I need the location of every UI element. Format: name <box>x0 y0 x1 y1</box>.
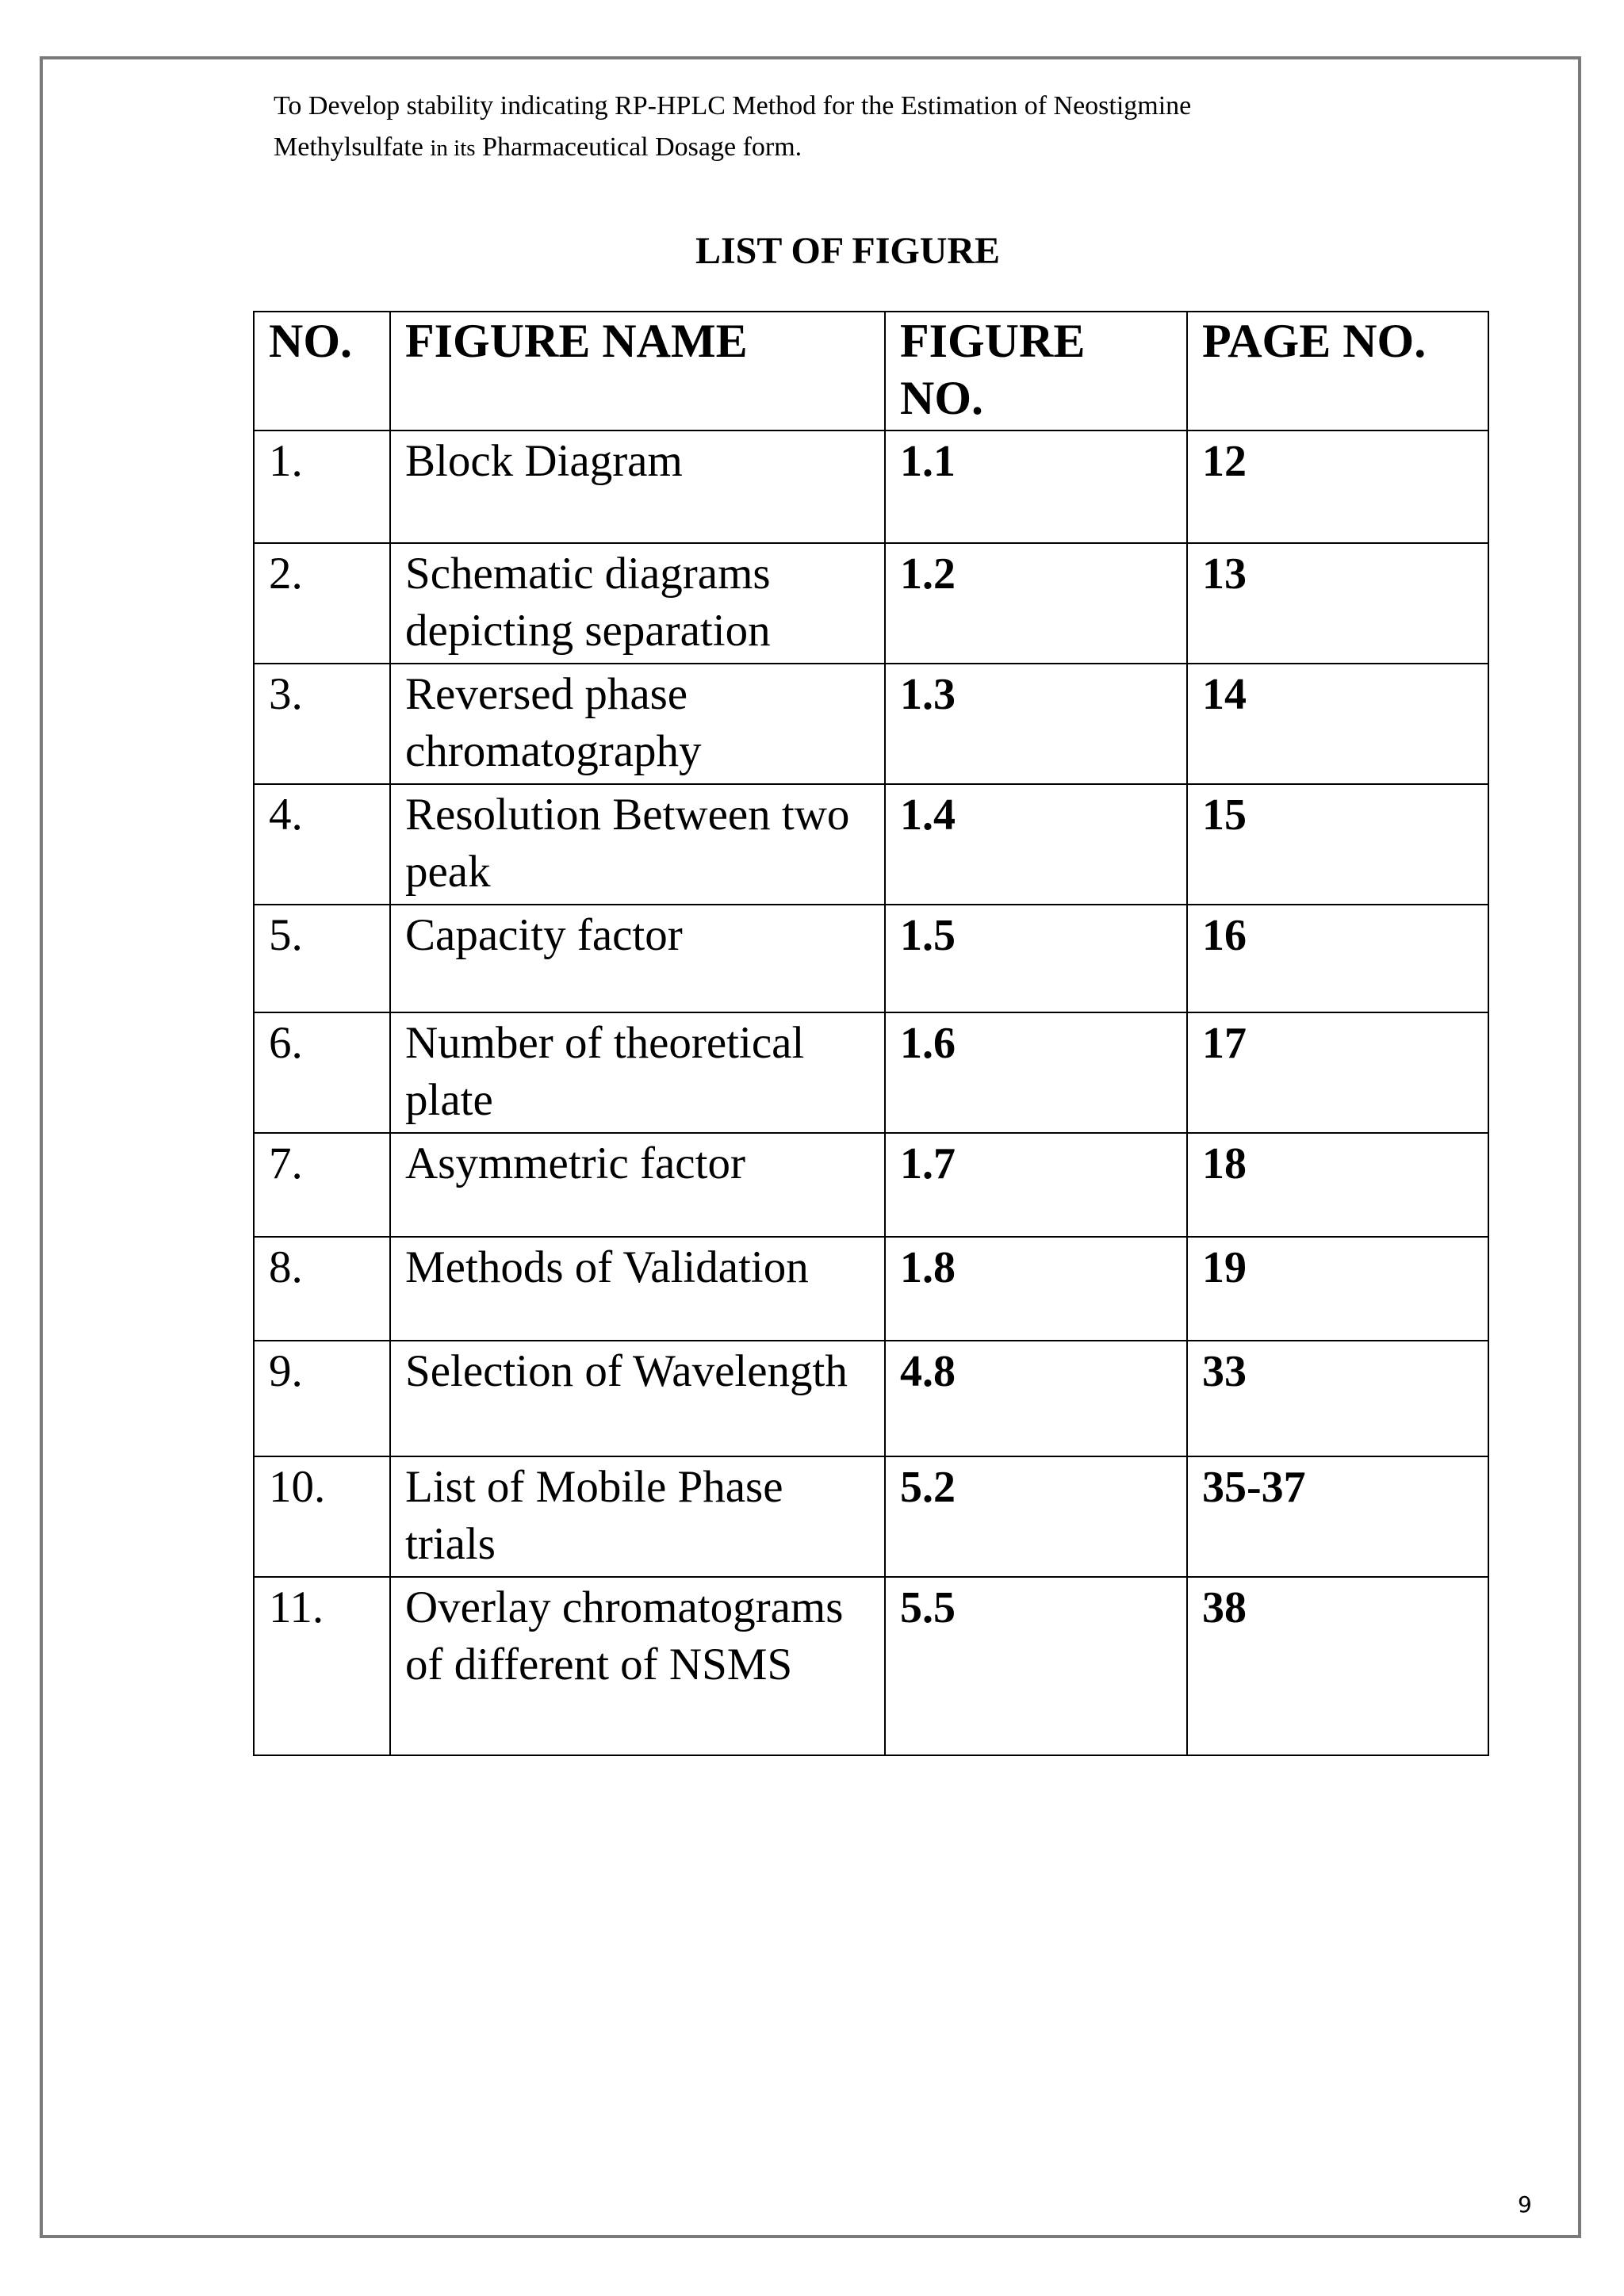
cell-figure-no: 1.5 <box>885 905 1187 1012</box>
table-row <box>254 1012 1488 1133</box>
table-header-row <box>254 312 1488 430</box>
table-row <box>254 1456 1488 1577</box>
table-row <box>254 543 1488 664</box>
cell-figure-name: Block Diagram <box>390 430 885 543</box>
cell-no: 11. <box>254 1577 390 1755</box>
table-row <box>254 1237 1488 1341</box>
header-line-2-part-a: Methylsulfate <box>274 132 431 162</box>
cell-figure-no: 1.4 <box>885 784 1187 905</box>
cell-page-no: 38 <box>1187 1577 1488 1755</box>
cell-figure-name: Reversed phase chromatography <box>390 664 885 784</box>
header-cell-page-no: PAGE NO. <box>1187 312 1488 430</box>
cell-no: 9. <box>254 1341 390 1456</box>
cell-page-no: 16 <box>1187 905 1488 1012</box>
cell-no: 1. <box>254 430 390 543</box>
cell-figure-name: Resolution Between two peak <box>390 784 885 905</box>
figure-list-table <box>253 311 1489 1756</box>
cell-page-no: 17 <box>1187 1012 1488 1133</box>
table-row <box>254 430 1488 543</box>
cell-page-no: 12 <box>1187 430 1488 543</box>
cell-no: 8. <box>254 1237 390 1341</box>
page-number: 9 <box>1518 2191 1532 2218</box>
cell-page-no: 15 <box>1187 784 1488 905</box>
cell-no: 4. <box>254 784 390 905</box>
cell-page-no: 19 <box>1187 1237 1488 1341</box>
list-title: LIST OF FIGURE <box>695 230 1001 272</box>
table-row <box>254 905 1488 1012</box>
cell-page-no: 14 <box>1187 664 1488 784</box>
cell-figure-no: 1.8 <box>885 1237 1187 1341</box>
table-row <box>254 1133 1488 1237</box>
cell-figure-no: 5.2 <box>885 1456 1187 1577</box>
cell-page-no: 33 <box>1187 1341 1488 1456</box>
header-line-1: To Develop stability indicating RP-HPLC Method for the Estimation of Neostigmine <box>274 91 1192 121</box>
cell-no: 3. <box>254 664 390 784</box>
table-row <box>254 784 1488 905</box>
cell-figure-name: Overlay chromatograms of different of NSMS <box>390 1577 885 1755</box>
cell-figure-no: 1.3 <box>885 664 1187 784</box>
header-line-2 <box>274 127 1463 169</box>
running-header <box>274 86 1463 169</box>
cell-figure-name: Methods of Validation <box>390 1237 885 1341</box>
cell-figure-no: 1.6 <box>885 1012 1187 1133</box>
header-line-2-part-b: in its <box>430 136 476 161</box>
table-row <box>254 1341 1488 1456</box>
header-cell-figure-no: FIGURE NO. <box>885 312 1187 430</box>
cell-figure-name: Selection of Wavelength <box>390 1341 885 1456</box>
header-cell-no: NO. <box>254 312 390 430</box>
table-row <box>254 664 1488 784</box>
cell-page-no: 35-37 <box>1187 1456 1488 1577</box>
cell-page-no: 18 <box>1187 1133 1488 1237</box>
cell-figure-name: List of Mobile Phase trials <box>390 1456 885 1577</box>
cell-page-no: 13 <box>1187 543 1488 664</box>
cell-no: 10. <box>254 1456 390 1577</box>
cell-figure-name: Asymmetric factor <box>390 1133 885 1237</box>
cell-figure-no: 4.8 <box>885 1341 1187 1456</box>
cell-figure-name: Schematic diagrams depicting separation <box>390 543 885 664</box>
cell-no: 7. <box>254 1133 390 1237</box>
table-row <box>254 1577 1488 1755</box>
cell-figure-no: 5.5 <box>885 1577 1187 1755</box>
cell-no: 6. <box>254 1012 390 1133</box>
cell-figure-no: 1.2 <box>885 543 1187 664</box>
cell-figure-name: Number of theoretical plate <box>390 1012 885 1133</box>
header-cell-figure-name: FIGURE NAME <box>390 312 885 430</box>
cell-figure-no: 1.7 <box>885 1133 1187 1237</box>
cell-figure-name: Capacity factor <box>390 905 885 1012</box>
header-line-2-part-c: Pharmaceutical Dosage form. <box>475 132 802 162</box>
cell-no: 2. <box>254 543 390 664</box>
cell-no: 5. <box>254 905 390 1012</box>
cell-figure-no: 1.1 <box>885 430 1187 543</box>
